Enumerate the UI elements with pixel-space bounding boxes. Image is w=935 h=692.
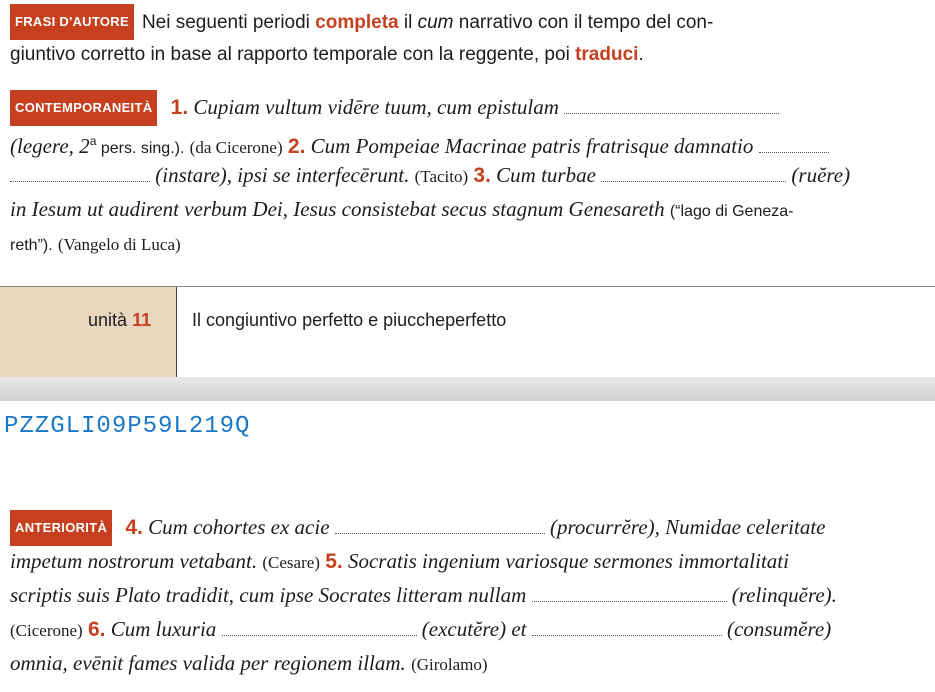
sentence-1: Cupiam vultum vidēre tuum, cum epistulam	[193, 95, 559, 119]
answer-blank-6a[interactable]	[222, 621, 417, 636]
sentence-number-4: 4.	[125, 516, 143, 539]
answer-blank-2b[interactable]	[10, 167, 150, 182]
hint-1a: (legere, 2	[10, 134, 90, 158]
section-contemporaneita	[10, 90, 925, 260]
hint-1-sup: a	[89, 134, 97, 148]
tag-contemporaneita: CONTEMPORANEITÀ	[10, 90, 157, 126]
tag-frasi-autore: FRASI D'AUTORE	[10, 4, 134, 40]
sentence-number-6: 6.	[87, 618, 106, 641]
hint-3: (ruĕre)	[791, 163, 851, 187]
intro-text-1a: Nei seguenti periodi	[141, 12, 316, 33]
intro-text-2a: giuntivo corretto in base al rapporto temporale con la reggente, poi	[10, 44, 576, 65]
note-3b: reth”).	[10, 237, 53, 254]
answer-blank-5[interactable]	[532, 587, 727, 602]
sentence-number-3: 3.	[473, 164, 491, 187]
sentence-number-5: 5.	[325, 550, 343, 573]
answer-blank-2a[interactable]	[759, 138, 829, 153]
intro-keyword-completa: completa	[315, 12, 399, 33]
page-separator	[0, 377, 935, 401]
tag-anteriorita: ANTERIORITÀ	[10, 510, 112, 546]
hint-4: (procurrĕre), Numidae celeritate	[550, 515, 826, 539]
hint-1b: pers. sing.).	[96, 140, 185, 157]
source-1: (da Cicerone)	[189, 138, 283, 157]
section-anteriorita	[10, 510, 925, 680]
answer-blank-4[interactable]	[335, 519, 545, 534]
sentence-number-1: 1.	[170, 96, 189, 119]
hint-2: (instare), ipsi se interfecērunt.	[155, 163, 410, 187]
intro-keyword-traduci: traduci	[575, 44, 639, 65]
hint-6b: (consumĕre)	[727, 617, 832, 641]
sentence-3-cont: in Iesum ut audirent verbum Dei, Iesus consistebat secus stagnum Genesareth	[10, 197, 665, 221]
unit-label	[88, 310, 151, 331]
sentence-2: Cum Pompeiae Macrinae patris fratrisque damnatio	[310, 134, 754, 158]
sentence-3: Cum turbae	[496, 163, 596, 187]
hint-6a: (excutĕre) et	[421, 617, 527, 641]
intro-text-1c: il	[398, 12, 418, 33]
unit-word: unità	[88, 310, 128, 330]
source-6: (Girolamo)	[411, 655, 488, 674]
hint-5: (relinquĕre).	[731, 583, 837, 607]
source-3: (Vangelo di Luca)	[57, 235, 181, 254]
source-5: (Cicerone)	[10, 621, 83, 640]
sentence-4-cont: impetum nostrorum vetabant.	[10, 549, 258, 573]
note-3a: (“lago di Geneza-	[669, 203, 794, 220]
source-4: (Cesare)	[262, 553, 320, 572]
unit-tab-background	[0, 287, 177, 377]
sentence-4: Cum cohortes ex acie	[148, 515, 330, 539]
intro-keyword-cum: cum	[417, 12, 454, 33]
sentence-5: Socratis ingenium variosque sermones immortalitati	[347, 549, 789, 573]
sentence-6: Cum luxuria	[110, 617, 217, 641]
answer-blank-6b[interactable]	[532, 621, 722, 636]
source-2: (Tacito)	[414, 167, 469, 186]
answer-blank-1[interactable]	[564, 99, 779, 114]
sentence-6-cont: omnia, evēnit fames valida per regionem illam.	[10, 651, 406, 675]
answer-blank-3[interactable]	[601, 167, 786, 182]
chapter-title: Il congiuntivo perfetto e piuccheperfetto	[192, 310, 507, 330]
watermark-code: PZZGLI09P59L219Q	[4, 413, 251, 440]
unit-number: 11	[132, 310, 152, 330]
exercise-intro	[10, 4, 925, 72]
intro-text-2c: .	[638, 44, 644, 65]
intro-text-1e: narrativo con il tempo del con-	[453, 12, 714, 33]
sentence-number-2: 2.	[287, 135, 306, 158]
sentence-5-cont: scriptis suis Plato tradidit, cum ipse Socrates litteram nullam	[10, 583, 527, 607]
